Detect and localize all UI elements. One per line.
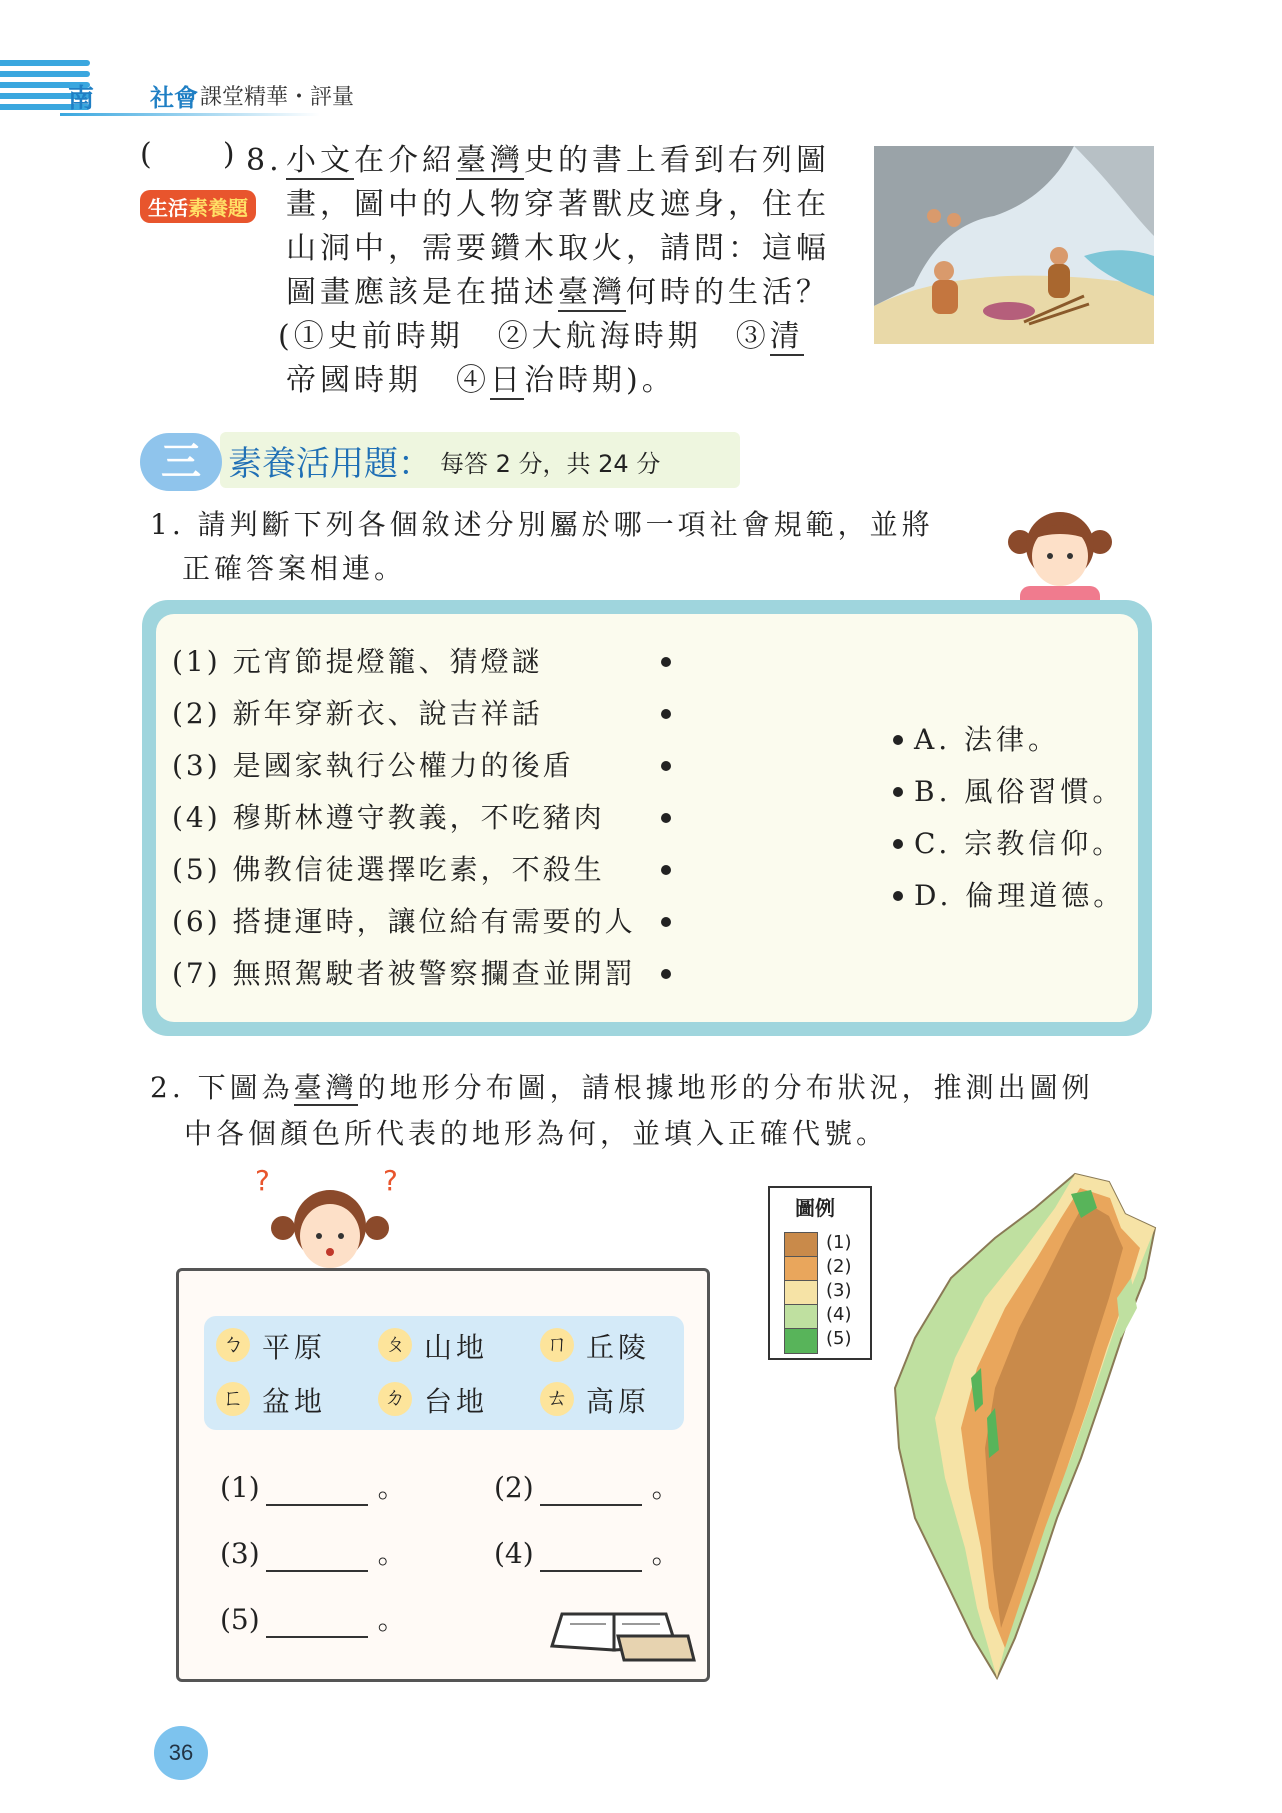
statement-dot-2[interactable] — [661, 709, 671, 719]
statement-2: (2) 新年穿新衣、說吉祥話 — [172, 697, 543, 730]
statement-dot-6[interactable] — [661, 917, 671, 927]
blank-2-line[interactable] — [540, 1476, 642, 1506]
option-dot-d[interactable] — [893, 891, 903, 901]
tag-life: 生活 — [148, 196, 188, 220]
svg-text:?: ? — [383, 1164, 398, 1197]
place-taiwan: 臺灣 — [456, 143, 524, 178]
blank-3-period: 。 — [377, 1537, 406, 1570]
svg-text:?: ? — [255, 1164, 270, 1197]
blank-1-label: (1) — [220, 1471, 260, 1504]
q8-text — [278, 139, 856, 403]
blank-2-label: (2) — [494, 1471, 534, 1504]
statement-6: (6) 搭捷運時，讓位給有需要的人 — [172, 905, 636, 938]
statement-dot-5[interactable] — [661, 865, 671, 875]
legend-swatch-2 — [784, 1256, 818, 1282]
blank-2-period: 。 — [651, 1471, 680, 1504]
blank-4-label: (4) — [494, 1537, 534, 1570]
statement-5: (5) 佛教信徒選擇吃素，不殺生 — [172, 853, 605, 886]
option-a: A. 法律。 — [914, 723, 1061, 756]
option-b: B. 風俗習慣。 — [914, 775, 1125, 808]
q2-prompt — [150, 1065, 1094, 1157]
choice-code-5: ㄉ — [378, 1382, 412, 1416]
blank-1-period: 。 — [377, 1471, 406, 1504]
option-dot-b[interactable] — [893, 787, 903, 797]
place-taiwan-2: 臺灣 — [558, 275, 626, 310]
statement-4: (4) 穆斯林遵守教義，不吃豬肉 — [172, 801, 605, 834]
choice-code-4: ㄈ — [216, 1382, 250, 1416]
blank-3-label: (3) — [220, 1537, 260, 1570]
literacy-tag — [140, 190, 256, 223]
blank-3[interactable] — [220, 1532, 406, 1572]
choice-label-2: 山地 — [424, 1331, 489, 1364]
choice-code-2: ㄆ — [378, 1328, 412, 1362]
choice-label-3: 丘陵 — [586, 1331, 651, 1364]
place-taiwan-3: 臺灣 — [293, 1071, 358, 1104]
header-subject: 社會 — [150, 85, 198, 112]
statement-1: (1) 元宵節提燈籠、猜燈謎 — [172, 645, 543, 678]
section-title-text: 素養活用題 — [228, 444, 398, 484]
paren-right: ) — [222, 137, 235, 172]
q1-line1: 1. 請判斷下列各個敘述分別屬於哪一項社會規範，並將 — [150, 508, 934, 541]
book-icon — [548, 1606, 698, 1664]
legend-label-5: (5) — [826, 1328, 852, 1349]
q1-prompt — [150, 503, 934, 591]
name-xiaowen: 小文 — [286, 143, 354, 178]
blank-4[interactable] — [494, 1532, 680, 1572]
section-title — [228, 436, 432, 485]
q2-line1-a: 2. 下圖為 — [150, 1071, 294, 1104]
q8-line1-b: 在介紹 — [354, 143, 456, 178]
choice-code-3: ㄇ — [540, 1328, 574, 1362]
q2-line2: 中各個顏色所代表的地形為何，並填入正確代號。 — [184, 1117, 889, 1150]
choice-label-4: 盆地 — [262, 1385, 327, 1418]
legend-swatch-4 — [784, 1304, 818, 1330]
q8-line3: 山洞中，需要鑽木取火，請問：這幅 — [286, 231, 830, 266]
q8-line6-u: 日 — [490, 363, 524, 398]
section-number-badge: 三 — [140, 433, 222, 491]
answer-paren[interactable] — [140, 137, 235, 172]
statement-dot-1[interactable] — [661, 657, 671, 667]
legend-label-3: (3) — [826, 1280, 852, 1301]
section-colon: ： — [398, 444, 432, 484]
taiwan-terrain-map — [885, 1168, 1165, 1688]
legend-swatch-3 — [784, 1280, 818, 1306]
legend-title: 圖例 — [795, 1196, 835, 1220]
prehistoric-cave-illustration — [874, 146, 1154, 344]
option-dot-c[interactable] — [893, 839, 903, 849]
blank-5[interactable] — [220, 1598, 406, 1638]
blank-5-line[interactable] — [266, 1608, 368, 1638]
option-c: C. 宗教信仰。 — [914, 827, 1125, 860]
blank-4-line[interactable] — [540, 1542, 642, 1572]
q8-line6-a: 帝國時期 ④ — [286, 363, 490, 398]
header-title: 課堂精華・評量 — [200, 84, 355, 109]
section-score: 每答 2 分，共 24 分 — [440, 450, 661, 478]
legend-label-4: (4) — [826, 1304, 852, 1325]
q8-number: 8. — [246, 143, 283, 178]
choice-label-1: 平原 — [262, 1331, 327, 1364]
choice-code-1: ㄅ — [216, 1328, 250, 1362]
statement-7: (7) 無照駕駛者被警察攔查並開罰 — [172, 957, 636, 990]
statement-dot-7[interactable] — [661, 969, 671, 979]
statement-dot-3[interactable] — [661, 761, 671, 771]
blank-1[interactable] — [220, 1466, 406, 1506]
legend-label-1: (1) — [826, 1232, 852, 1253]
q2-line1-c: 的地形分布圖，請根據地形的分布狀況，推測出圖例 — [357, 1071, 1094, 1104]
q8-line4-c: 何時的生活？ — [626, 275, 830, 310]
header-brand: 南 — [68, 83, 95, 113]
choice-code-6: ㄊ — [540, 1382, 574, 1416]
q8-line2: 畫，圖中的人物穿著獸皮遮身，住在 — [286, 187, 830, 222]
blank-4-period: 。 — [651, 1537, 680, 1570]
tag-literacy: 素養題 — [188, 196, 248, 220]
option-d: D. 倫理道德。 — [914, 879, 1126, 912]
q8-line5: (①史前時期 ②大航海時期 ③ — [278, 319, 770, 354]
blank-5-period: 。 — [377, 1603, 406, 1636]
legend-swatch-5 — [784, 1328, 818, 1354]
q8-line1-d: 史的書上看到右列圖 — [524, 143, 830, 178]
statement-3: (3) 是國家執行公權力的後盾 — [172, 749, 574, 782]
blank-2[interactable] — [494, 1466, 680, 1506]
option-dot-a[interactable] — [893, 735, 903, 745]
legend-label-2: (2) — [826, 1256, 852, 1277]
choice-label-5: 台地 — [424, 1385, 489, 1418]
legend-swatch-1 — [784, 1232, 818, 1258]
choice-label-6: 高原 — [586, 1385, 651, 1418]
header-divider — [60, 113, 320, 116]
paren-left: ( — [140, 137, 152, 172]
q8-line6-b: 治時期)。 — [524, 363, 676, 398]
q8-line5-u: 清 — [769, 319, 804, 354]
statement-dot-4[interactable] — [661, 813, 671, 823]
q1-line2: 正確答案相連。 — [182, 552, 407, 585]
blank-3-line[interactable] — [266, 1542, 368, 1572]
page-number: 36 — [154, 1726, 208, 1780]
q8-line4-a: 圖畫應該是在描述 — [286, 275, 558, 310]
blank-5-label: (5) — [220, 1603, 260, 1636]
girl-illustration — [1000, 500, 1120, 612]
blank-1-line[interactable] — [266, 1476, 368, 1506]
